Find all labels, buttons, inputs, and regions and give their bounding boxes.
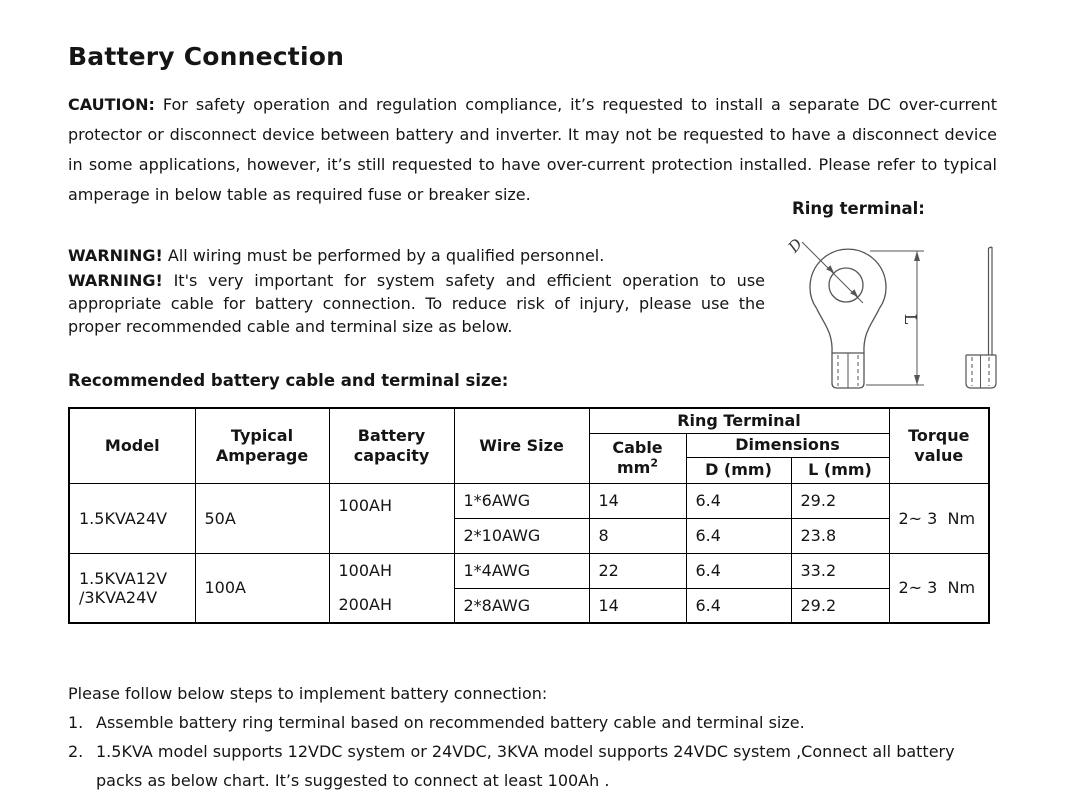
cell-cable: 14 [589,483,686,518]
spec-table [68,407,990,624]
warning-2-label: WARNING! [68,271,163,290]
ring-terminal-diagram [778,224,1014,399]
cell-wire-size: 2*8AWG [454,588,589,623]
steps-intro: Please follow below steps to implement battery connection: [68,684,548,703]
step-text: Assemble battery ring terminal based on recommended battery cable and terminal size. [96,713,805,732]
cell-wire-size: 1*4AWG [454,553,589,588]
step-text: packs as below chart. It’s suggested to connect at least 100Ah . [96,771,610,790]
step-number: 1. [68,713,84,732]
steps-section [68,679,1020,795]
cell-amperage-g2: 100A [195,553,329,623]
cable-label: Cable [612,438,663,457]
cell-d: 6.4 [686,553,791,588]
step-number: 2. [68,742,84,761]
cell-wire-size: 1*6AWG [454,483,589,518]
step-item-2 [68,737,1020,795]
col-header-torque-value: Torque value [889,408,989,483]
caution-paragraph [68,90,997,210]
warning-2-text: It's very important for system safety and efficient operation to use appropriate cable for battery connection. To reduce risk of injury, please use the proper recommended cable and terminal size as below. [68,271,765,336]
cell-model-g1: 1.5KVA24V [69,483,195,553]
step-text: 1.5KVA model supports 12VDC system or 24VDC, 3KVA model supports 24VDC system ,Connect all battery [96,742,955,761]
side-view [966,247,996,388]
cell-d: 6.4 [686,518,791,553]
col-header-l-mm: L (mm) [791,457,889,483]
l-dimension-label: L [901,313,920,325]
cell-cable: 22 [589,553,686,588]
cell-capacity-g1: 100AH [329,483,454,553]
step-item-1 [68,708,1020,737]
cable-unit: $mm^2$ [617,456,658,477]
table-heading: Recommended battery cable and terminal size: [68,371,509,390]
cell-d: 6.4 [686,588,791,623]
cell-l: 29.2 [791,588,889,623]
cell-cable: 8 [589,518,686,553]
cell-wire-size: 2*10AWG [454,518,589,553]
col-header-battery-capacity: Battery capacity [329,408,454,483]
warning-1-text: All wiring must be performed by a qualified personnel. [162,246,605,265]
cell-l: 23.8 [791,518,889,553]
cell-amperage-g1: 50A [195,483,329,553]
front-view [784,235,924,388]
col-header-cable [589,433,686,483]
col-header-typical-amperage: Typical Amperage [195,408,329,483]
table-row [69,553,989,588]
cell-torque-g1: 2~ 3 Nm [889,483,989,553]
col-header-model: Model [69,408,195,483]
cell-capacity-g2: 100AH 200AH [329,553,454,623]
d-dimension-label: D [784,235,807,256]
caution-text: For safety operation and regulation compliance, it’s requested to install a separate DC over-current protector or disconnect device between battery and inverter. It may not be requested to have a disconnect device in some applications, however, it’s still requested to have over-current protection installed. Please refer to typical amperage in below table as required fuse or breaker size. [68,95,997,204]
ring-terminal-heading: Ring terminal: [792,199,925,218]
col-header-wire-size: Wire Size [454,408,589,483]
warning-1 [68,243,768,268]
warning-2 [68,269,765,338]
col-header-d-mm: D (mm) [686,457,791,483]
col-header-dimensions: Dimensions [686,433,889,457]
table-row [69,483,989,518]
warning-1-label: WARNING! [68,246,163,265]
cell-torque-g2: 2~ 3 Nm [889,553,989,623]
caution-label: CAUTION: [68,95,155,114]
page-title: Battery Connection [68,42,345,71]
cell-l: 33.2 [791,553,889,588]
cell-l: 29.2 [791,483,889,518]
cell-d: 6.4 [686,483,791,518]
cell-cable: 14 [589,588,686,623]
cell-model-g2: 1.5KVA12V /3KVA24V [69,553,195,623]
col-header-ring-terminal: Ring Terminal [589,408,889,433]
